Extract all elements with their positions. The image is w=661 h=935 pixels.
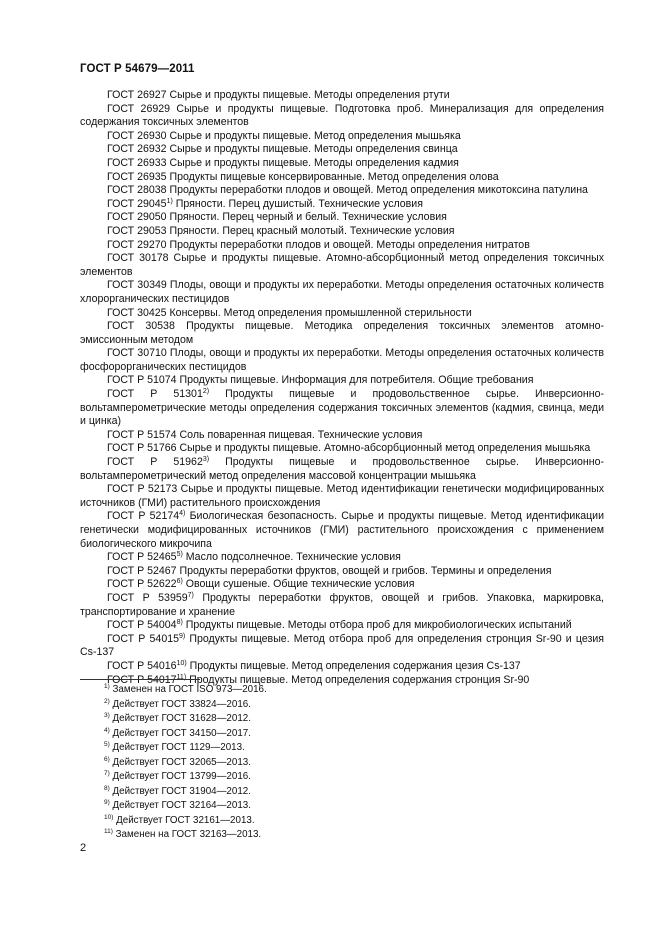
reference-item: ГОСТ 26927 Сырье и продукты пищевые. Методы определения ртути — [107, 89, 450, 101]
footnote-item: $^{5)}$ Действует ГОСТ 1129—2013. — [104, 741, 245, 753]
reference-item: ГОСТ 29050 Пряности. Перец черный и белый. Технические условия — [107, 211, 447, 224]
reference-item: ГОСТ 30538 Продукты пищевые. Методика определения токсичных элементов атомно-эмиссионным методом — [80, 320, 604, 346]
footnote-item: $^{2)}$ Действует ГОСТ 33824—2016. — [104, 697, 251, 710]
footnote-divider — [80, 679, 200, 680]
reference-item: ГОСТ 30349 Плоды, овощи и продукты их переработки. Методы определения остаточных количеств хлорорганических пестицидов — [80, 279, 604, 305]
footnote-item: $^{1)}$ Заменен на ГОСТ ISO 973—2016. — [104, 683, 267, 695]
footnote-item: $^{6)}$ Действует ГОСТ 32065—2013. — [104, 755, 251, 768]
reference-item: ГОСТ Р 51074 Продукты пищевые. Информация для потребителя. Общие требования — [107, 374, 534, 387]
reference-item: ГОСТ 26933 Сырье и продукты пищевые. Методы определения кадмия — [107, 156, 459, 169]
reference-item: ГОСТ Р 52465$^{5)}$ Масло подсолнечное. Технические условия — [107, 551, 401, 564]
footnote-item: $^{9)}$ Действует ГОСТ 32164—2013. — [104, 799, 251, 811]
footnote-item: $^{4)}$ Действует ГОСТ 34150—2017. — [104, 726, 251, 739]
page-number: 2 — [80, 842, 87, 854]
reference-item: ГОСТ Р 54004$^{8)}$ Продукты пищевые. Методы отбора проб для микробиологических испытаний — [107, 619, 572, 632]
reference-item: ГОСТ 28038 Продукты переработки плодов и овощей. Метод определения микотоксина патулина — [107, 184, 588, 197]
reference-item: ГОСТ Р 54017$^{11)}$ Продукты пищевые. Метод определения содержания стронция Sr-90 — [107, 673, 530, 686]
reference-item: ГОСТ 30425 Консервы. Метод определения промышленной стерильности — [107, 306, 472, 319]
reference-item: ГОСТ 29053 Пряности. Перец красный молотый. Технические условия — [107, 224, 455, 237]
reference-item: ГОСТ Р 52467 Продукты переработки фруктов, овощей и грибов. Термины и определения — [107, 564, 552, 577]
reference-item: ГОСТ 26930 Сырье и продукты пищевые. Метод определения мышьяка — [107, 129, 461, 142]
reference-item: ГОСТ 30178 Сырье и продукты пищевые. Атомно-абсорбционный метод определения токсичных элементов — [80, 252, 604, 278]
footnote-item: $^{10)}$ Действует ГОСТ 32161—2013. — [104, 813, 255, 826]
document-header: ГОСТ Р 54679—2011 — [80, 63, 195, 75]
footnote-item: $^{8)}$ Действует ГОСТ 31904—2012. — [104, 784, 251, 797]
reference-item: ГОСТ 26935 Продукты пищевые консервированные. Метод определения олова — [107, 170, 499, 183]
references-list — [80, 89, 604, 687]
reference-item: ГОСТ Р 51301$^{2)}$ Продукты пищевые и продовольственное сырье. Инверсионно-вольтамперометрические методы определения содержания токсичных элементов (кадмия, свинца, меди и цинка) — [80, 388, 605, 428]
footnote-item: $^{7)}$ Действует ГОСТ 13799—2016. — [104, 770, 251, 782]
reference-item: ГОСТ Р 54015$^{9)}$ Продукты пищевые. Метод отбора проб для определения стронция Sr-90 и цезия Cs-137 — [80, 632, 604, 659]
reference-item: ГОСТ Р 52173 Сырье и продукты пищевые. Метод идентификации генетически модифицированных источников (ГМИ) растительного происхождения — [80, 483, 604, 509]
footnotes-list — [104, 683, 267, 843]
reference-item: ГОСТ 30710 Плоды, овощи и продукты их переработки. Методы определения остаточных количеств фосфорорганических пестицидов — [80, 347, 604, 373]
reference-item: ГОСТ 26932 Сырье и продукты пищевые. Методы определения свинца — [107, 143, 458, 156]
reference-item: ГОСТ 26929 Сырье и продукты пищевые. Подготовка проб. Минерализация для определения содержания токсичных элементов — [80, 102, 604, 129]
reference-item: ГОСТ Р 51574 Соль поваренная пищевая. Технические условия — [107, 428, 423, 441]
reference-item: ГОСТ 29045$^{1)}$ Пряности. Перец душистый. Технические условия — [107, 197, 423, 210]
reference-item: ГОСТ Р 53959$^{7)}$ Продукты переработки фруктов, овощей и грибов. Упаковка, маркировка, транспортирование и хранение — [80, 591, 604, 618]
reference-item: ГОСТ Р 54016$^{10)}$ Продукты пищевые. Метод определения содержания цезия Cs-137 — [107, 659, 521, 672]
reference-item: ГОСТ Р 52622$^{6)}$ Овощи сушеные. Общие технические условия — [107, 578, 415, 591]
reference-item: ГОСТ Р 52174$^{4)}$ Биологическая безопасность. Сырье и продукты пищевые. Метод идентификации генетически модифицированных источников (ГМИ) растительного происхождения с применением биологического микрочипа — [80, 510, 604, 550]
reference-item: ГОСТ Р 51962$^{3)}$ Продукты пищевые и продовольственное сырье. Инверсионно-вольтамперометрический метод определения массовой концентрации мышьяка — [80, 456, 605, 482]
footnote-item: $^{11)}$ Заменен на ГОСТ 32163—2013. — [104, 828, 262, 840]
reference-item: ГОСТ 29270 Продукты переработки плодов и овощей. Методы определения нитратов — [107, 238, 530, 251]
reference-item: ГОСТ Р 51766 Сырье и продукты пищевые. Атомно-абсорбционный метод определения мышьяка — [107, 442, 591, 455]
footnote-item: $^{3)}$ Действует ГОСТ 31628—2012. — [104, 712, 251, 724]
